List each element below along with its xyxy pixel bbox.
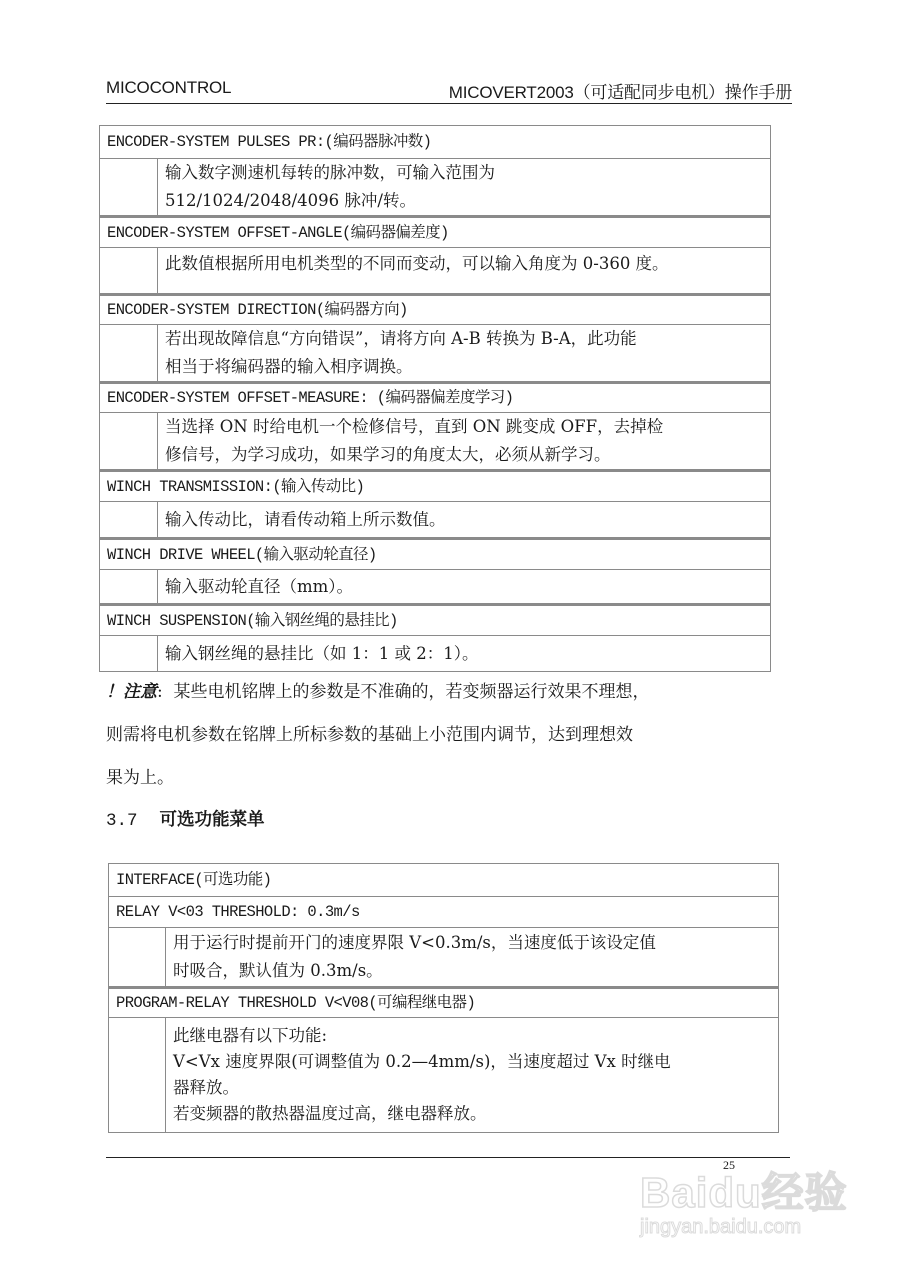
note-marker: ！注意 bbox=[106, 682, 157, 702]
indent-cell bbox=[100, 248, 158, 295]
note-line: 则需将电机参数在铭牌上所标参数的基础上小范围内调节，达到理想效 bbox=[106, 725, 633, 745]
param-title: ENCODER-SYSTEM PULSES PR:(编码器脉冲数) bbox=[100, 126, 771, 159]
indent-cell bbox=[100, 159, 158, 217]
header-divider bbox=[106, 103, 792, 104]
indent-cell bbox=[100, 413, 158, 471]
param-title: WINCH DRIVE WHEEL(输入驱动轮直径) bbox=[100, 539, 771, 570]
company-name: MICOCONTROL bbox=[106, 78, 232, 97]
desc-line: 此数值根据所用电机类型的不同而变动，可以输入角度为 0-360 度。 bbox=[165, 254, 669, 273]
param-description bbox=[158, 248, 771, 295]
param-description bbox=[158, 413, 771, 471]
param-description: 输入钢丝绳的悬挂比（如 1：1 或 2：1）。 bbox=[158, 636, 771, 672]
param-title: PROGRAM-RELAY THRESHOLD V<V08(可编程继电器) bbox=[109, 988, 779, 1018]
desc-line: 512/1024/2048/4096 脉冲/转。 bbox=[165, 191, 416, 210]
indent-cell bbox=[100, 502, 158, 539]
note-line: 某些电机铭牌上的参数是不准确的，若变频器运行效果不理想， bbox=[173, 682, 650, 702]
param-title: ENCODER-SYSTEM OFFSET-ANGLE(编码器偏差度) bbox=[100, 217, 771, 248]
note-line: 果为上。 bbox=[106, 768, 174, 788]
param-title: RELAY V<03 THRESHOLD: 0.3m/s bbox=[109, 897, 779, 928]
indent-cell bbox=[100, 636, 158, 672]
param-description bbox=[158, 159, 771, 217]
desc-line: 当选择 ON 时给电机一个检修信号，直到 ON 跳变成 OFF，去掉检 bbox=[165, 417, 664, 436]
param-title: WINCH TRANSMISSION:(输入传动比) bbox=[100, 471, 771, 502]
indent-cell bbox=[100, 570, 158, 605]
encoder-winch-parameters-table bbox=[99, 125, 771, 672]
manual-title: MICOVERT2003（可适配同步电机）操作手册 bbox=[448, 83, 792, 102]
page-number: 25 bbox=[723, 1158, 735, 1172]
param-title: ENCODER-SYSTEM DIRECTION(编码器方向) bbox=[100, 295, 771, 325]
note-colon: : bbox=[157, 682, 163, 702]
param-description bbox=[166, 1018, 779, 1133]
param-description bbox=[158, 325, 771, 383]
desc-line: 器释放。 bbox=[173, 1078, 239, 1097]
param-title: WINCH SUSPENSION(输入钢丝绳的悬挂比) bbox=[100, 605, 771, 636]
desc-line: V<Vx 速度界限(可调整值为 0.2—4mm/s)，当速度超过 Vx 时继电 bbox=[173, 1052, 671, 1071]
indent-cell bbox=[100, 325, 158, 383]
note-paragraph bbox=[106, 671, 796, 800]
indent-cell bbox=[109, 1018, 166, 1133]
desc-line: 若出现故障信息“方向错误”，请将方向 A-B 转换为 B-A，此功能 bbox=[165, 329, 637, 348]
param-description: 输入传动比，请看传动箱上所示数值。 bbox=[158, 502, 771, 539]
param-description: 输入驱动轮直径（mm）。 bbox=[158, 570, 771, 605]
optional-functions-table bbox=[108, 863, 779, 1133]
param-description bbox=[166, 928, 779, 988]
section-number: 3.7 bbox=[106, 811, 138, 831]
desc-line: 此继电器有以下功能: bbox=[173, 1026, 328, 1045]
page-header bbox=[106, 76, 792, 102]
section-title-text: 可选功能菜单 bbox=[159, 810, 265, 830]
watermark-logo: Baidu经验 bbox=[640, 1169, 848, 1216]
watermark-url: jingyan.baidu.com bbox=[640, 1216, 802, 1238]
desc-line: 相当于将编码器的输入相序调换。 bbox=[165, 357, 413, 376]
footer-divider bbox=[106, 1157, 790, 1158]
baidu-jingyan-watermark bbox=[640, 1160, 880, 1250]
desc-line: 若变频器的散热器温度过高，继电器释放。 bbox=[173, 1104, 487, 1123]
section-heading bbox=[106, 806, 265, 831]
desc-line: 时吸合，默认值为 0.3m/s。 bbox=[173, 961, 383, 980]
param-title: ENCODER-SYSTEM OFFSET-MEASURE: (编码器偏差度学习) bbox=[100, 383, 771, 413]
indent-cell bbox=[109, 928, 166, 988]
table-caption: INTERFACE(可选功能) bbox=[109, 864, 779, 897]
desc-line: 输入数字测速机每转的脉冲数，可输入范围为 bbox=[165, 163, 495, 182]
desc-line: 用于运行时提前开门的速度界限 V<0.3m/s，当速度低于该设定值 bbox=[173, 933, 656, 952]
desc-line: 修信号，为学习成功，如果学习的角度太大，必须从新学习。 bbox=[165, 445, 611, 464]
